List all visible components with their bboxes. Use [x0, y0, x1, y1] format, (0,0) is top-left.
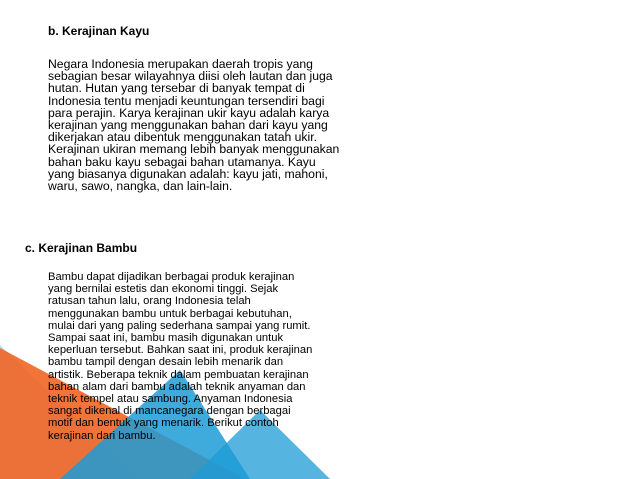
paragraph-line: keperluan tersebut. Bahkan saat ini, produk kerajinan [48, 344, 313, 357]
paragraph-line: Bambu dapat dijadikan berbagai produk kerajinan [48, 271, 295, 283]
paragraph-line: bahan baku kayu sebagai bahan utamanya. Kayu [48, 154, 316, 169]
paragraph-line: menggunakan bambu untuk berbagai kebutuhan, [48, 307, 292, 320]
paragraph-line: ratusan tahun lalu, orang Indonesia telah [48, 295, 251, 308]
paragraph-kerajinan-kayu [48, 58, 339, 192]
paragraph-kerajinan-bambu [48, 271, 312, 442]
paragraph-line: teknik tempel atau sambung. Anyaman Indonesia [48, 393, 293, 406]
paragraph-line: mulai dari yang paling sederhana sampai yang rumit. [48, 319, 311, 332]
paragraph-line: kerajinan yang menggunakan bahan dari kayu yang [48, 118, 328, 133]
paragraph-line: kerajinan dari bambu. [48, 429, 156, 442]
heading-kerajinan-bambu: c. Kerajinan Bambu [25, 241, 138, 255]
paragraph-line: Indonesia tentu menjadi keuntungan tersendiri bagi [48, 93, 325, 108]
paragraph-line: waru, sawo, nangka, dan lain-lain. [48, 179, 233, 194]
paragraph-line: yang bernilai estetis dan ekonomi tinggi. Sejak [48, 283, 279, 296]
paragraph-line: bahan alam dari bambu adalah teknik anyaman dan [48, 380, 306, 393]
paragraph-line: artistik. Beberapa teknik dalam pembuatan kerajinan [48, 368, 309, 381]
paragraph-line: dikerjakan atau dibentuk menggunakan tatah ukir. [48, 130, 317, 145]
paragraph-line: sangat dikenal di mancanegara dengan berbagai [48, 405, 291, 418]
paragraph-line: Sampai saat ini, bambu masih digunakan untuk [48, 332, 284, 345]
paragraph-line: hutan. Hutan yang tersebar di banyak tempat di [48, 81, 305, 96]
paragraph-line: Negara Indonesia merupakan daerah tropis yang [48, 57, 313, 71]
heading-kerajinan-kayu: b. Kerajinan Kayu [48, 24, 150, 38]
paragraph-line: motif dan bentuk yang menarik. Berikut contoh [48, 417, 279, 430]
paragraph-line: para perajin. Karya kerajinan ukir kayu adalah karya [48, 105, 330, 120]
paragraph-line: bambu tampil dengan desain lebih menarik dan [48, 356, 284, 369]
paragraph-line: sebagian besar wilayahnya diisi oleh lautan dan juga [48, 69, 333, 84]
paragraph-line: yang biasanya digunakan adalah: kayu jati, mahoni, [48, 166, 328, 181]
paragraph-line: Kerajinan ukiran memang lebih banyak menggunakan [48, 142, 340, 157]
